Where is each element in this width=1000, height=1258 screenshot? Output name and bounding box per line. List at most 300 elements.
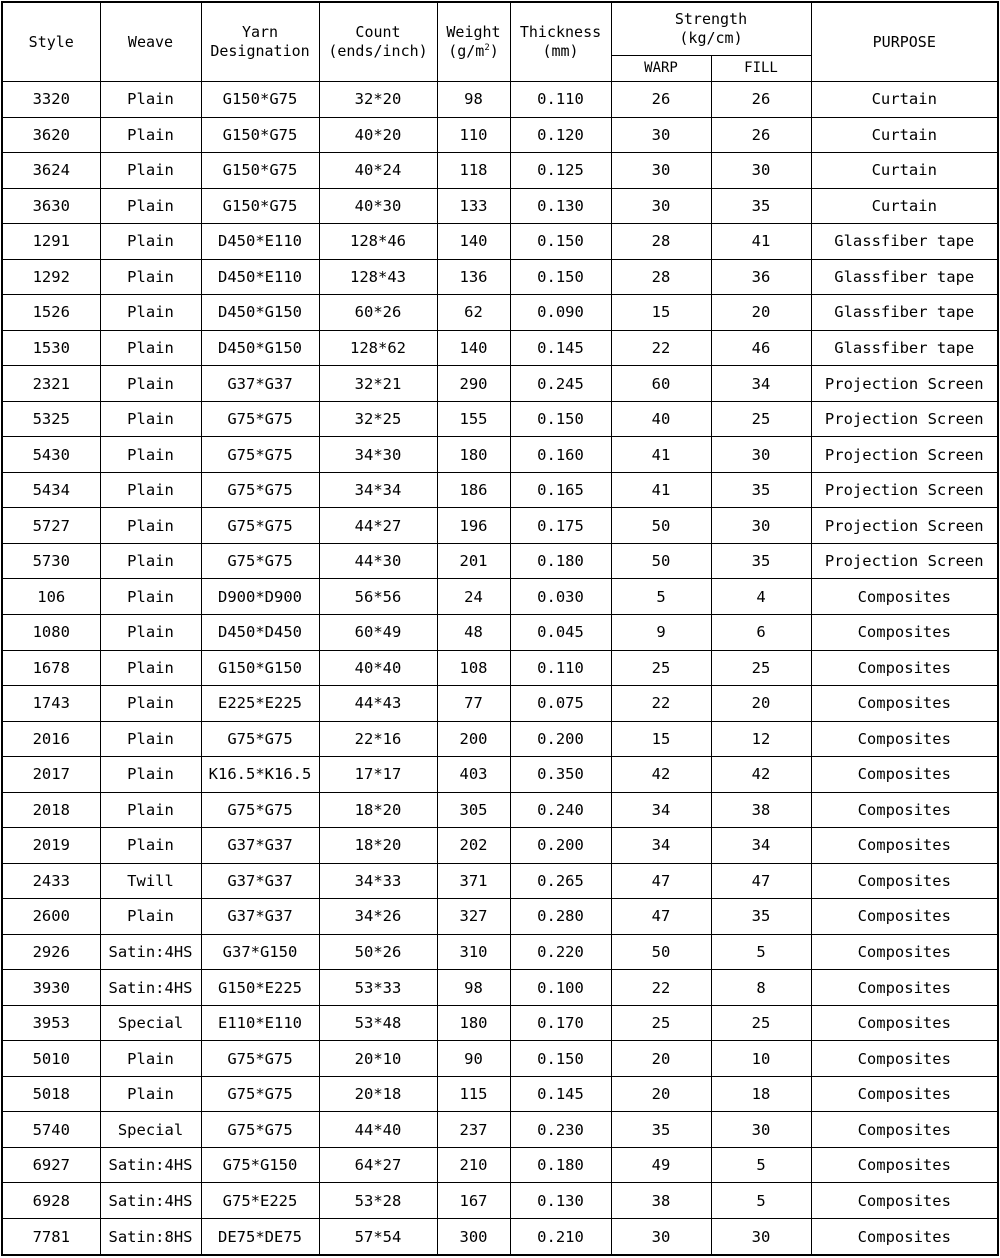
cell-weight: 140 bbox=[437, 224, 510, 260]
cell-fill: 25 bbox=[711, 1005, 811, 1041]
header-weight-unit-sup: 2 bbox=[484, 43, 490, 53]
cell-weight: 180 bbox=[437, 437, 510, 473]
cell-fill: 5 bbox=[711, 1183, 811, 1219]
table-row bbox=[2, 970, 998, 1006]
cell-thickness: 0.165 bbox=[510, 472, 611, 508]
cell-thickness: 0.180 bbox=[510, 543, 611, 579]
header-yarn-designation bbox=[201, 2, 319, 82]
cell-yarn: G75*G75 bbox=[201, 401, 319, 437]
cell-yarn: G37*G37 bbox=[201, 899, 319, 935]
cell-count: 18*20 bbox=[319, 828, 437, 864]
table-row bbox=[2, 1041, 998, 1077]
cell-style: 5740 bbox=[2, 1112, 100, 1148]
cell-thickness: 0.030 bbox=[510, 579, 611, 615]
cell-weave: Plain bbox=[100, 259, 201, 295]
cell-style: 3630 bbox=[2, 188, 100, 224]
cell-fill: 30 bbox=[711, 508, 811, 544]
cell-thickness: 0.160 bbox=[510, 437, 611, 473]
cell-thickness: 0.200 bbox=[510, 828, 611, 864]
cell-yarn: G75*G75 bbox=[201, 543, 319, 579]
cell-warp: 38 bbox=[611, 1183, 711, 1219]
cell-thickness: 0.200 bbox=[510, 721, 611, 757]
cell-purpose: Glassfiber tape bbox=[811, 330, 998, 366]
cell-weave: Plain bbox=[100, 401, 201, 437]
cell-warp: 30 bbox=[611, 117, 711, 153]
header-yarn-line2: Designation bbox=[210, 42, 310, 60]
cell-warp: 5 bbox=[611, 579, 711, 615]
cell-weave: Satin:4HS bbox=[100, 970, 201, 1006]
table-row bbox=[2, 792, 998, 828]
cell-weave: Plain bbox=[100, 828, 201, 864]
cell-count: 32*25 bbox=[319, 401, 437, 437]
cell-count: 40*20 bbox=[319, 117, 437, 153]
cell-count: 64*27 bbox=[319, 1147, 437, 1183]
table-row bbox=[2, 295, 998, 331]
cell-count: 128*46 bbox=[319, 224, 437, 260]
table-row bbox=[2, 1219, 998, 1256]
cell-warp: 34 bbox=[611, 792, 711, 828]
cell-weight: 200 bbox=[437, 721, 510, 757]
cell-purpose: Curtain bbox=[811, 153, 998, 189]
cell-style: 6927 bbox=[2, 1147, 100, 1183]
cell-fill: 46 bbox=[711, 330, 811, 366]
cell-fill: 25 bbox=[711, 650, 811, 686]
cell-fill: 8 bbox=[711, 970, 811, 1006]
cell-style: 1526 bbox=[2, 295, 100, 331]
header-weave: Weave bbox=[100, 2, 201, 82]
cell-fill: 35 bbox=[711, 543, 811, 579]
cell-fill: 12 bbox=[711, 721, 811, 757]
cell-yarn: G75*G75 bbox=[201, 472, 319, 508]
cell-thickness: 0.170 bbox=[510, 1005, 611, 1041]
cell-warp: 25 bbox=[611, 1005, 711, 1041]
cell-yarn: G150*G75 bbox=[201, 117, 319, 153]
table-row bbox=[2, 1183, 998, 1219]
cell-weight: 327 bbox=[437, 899, 510, 935]
cell-yarn: G150*G75 bbox=[201, 188, 319, 224]
table-row bbox=[2, 543, 998, 579]
cell-weave: Plain bbox=[100, 650, 201, 686]
cell-fill: 30 bbox=[711, 437, 811, 473]
cell-purpose: Composites bbox=[811, 863, 998, 899]
cell-warp: 15 bbox=[611, 721, 711, 757]
cell-thickness: 0.120 bbox=[510, 117, 611, 153]
cell-style: 1678 bbox=[2, 650, 100, 686]
cell-thickness: 0.125 bbox=[510, 153, 611, 189]
cell-yarn: G37*G37 bbox=[201, 828, 319, 864]
table-row bbox=[2, 330, 998, 366]
cell-yarn: G150*G75 bbox=[201, 153, 319, 189]
cell-warp: 50 bbox=[611, 934, 711, 970]
cell-weight: 136 bbox=[437, 259, 510, 295]
cell-weight: 300 bbox=[437, 1219, 510, 1256]
cell-count: 57*54 bbox=[319, 1219, 437, 1256]
cell-fill: 18 bbox=[711, 1076, 811, 1112]
cell-purpose: Composites bbox=[811, 1219, 998, 1256]
table-row bbox=[2, 650, 998, 686]
header-strength-line1: Strength bbox=[674, 10, 748, 28]
cell-fill: 34 bbox=[711, 366, 811, 402]
cell-style: 1291 bbox=[2, 224, 100, 260]
cell-count: 18*20 bbox=[319, 792, 437, 828]
cell-yarn: G75*E225 bbox=[201, 1183, 319, 1219]
table-header bbox=[2, 2, 998, 82]
cell-purpose: Projection Screen bbox=[811, 543, 998, 579]
cell-thickness: 0.180 bbox=[510, 1147, 611, 1183]
cell-count: 44*40 bbox=[319, 1112, 437, 1148]
cell-yarn: G75*G75 bbox=[201, 1112, 319, 1148]
cell-fill: 26 bbox=[711, 117, 811, 153]
cell-warp: 47 bbox=[611, 863, 711, 899]
header-count-line1: Count bbox=[355, 23, 401, 41]
cell-weight: 167 bbox=[437, 1183, 510, 1219]
cell-weave: Plain bbox=[100, 188, 201, 224]
cell-purpose: Composites bbox=[811, 721, 998, 757]
cell-warp: 30 bbox=[611, 153, 711, 189]
cell-purpose: Composites bbox=[811, 970, 998, 1006]
cell-yarn: G150*E225 bbox=[201, 970, 319, 1006]
header-weight-unit-suffix: ) bbox=[489, 42, 499, 60]
cell-fill: 20 bbox=[711, 686, 811, 722]
cell-weave: Plain bbox=[100, 1041, 201, 1077]
cell-fill: 5 bbox=[711, 934, 811, 970]
cell-yarn: G150*G150 bbox=[201, 650, 319, 686]
table-row bbox=[2, 82, 998, 118]
cell-weave: Plain bbox=[100, 899, 201, 935]
table-row bbox=[2, 188, 998, 224]
cell-yarn: D450*D450 bbox=[201, 614, 319, 650]
cell-count: 40*40 bbox=[319, 650, 437, 686]
cell-thickness: 0.145 bbox=[510, 1076, 611, 1112]
cell-fill: 4 bbox=[711, 579, 811, 615]
header-thickness bbox=[510, 2, 611, 82]
cell-weight: 90 bbox=[437, 1041, 510, 1077]
header-weight-unit-prefix: (g/m bbox=[448, 42, 485, 60]
cell-warp: 22 bbox=[611, 686, 711, 722]
header-weight bbox=[437, 2, 510, 82]
cell-thickness: 0.150 bbox=[510, 224, 611, 260]
cell-fill: 42 bbox=[711, 757, 811, 793]
cell-weight: 186 bbox=[437, 472, 510, 508]
table-row bbox=[2, 686, 998, 722]
cell-weave: Plain bbox=[100, 330, 201, 366]
cell-weight: 210 bbox=[437, 1147, 510, 1183]
cell-yarn: G75*G75 bbox=[201, 1041, 319, 1077]
table-row bbox=[2, 1112, 998, 1148]
cell-thickness: 0.130 bbox=[510, 1183, 611, 1219]
cell-weave: Plain bbox=[100, 472, 201, 508]
cell-yarn: K16.5*K16.5 bbox=[201, 757, 319, 793]
cell-thickness: 0.110 bbox=[510, 650, 611, 686]
cell-fill: 41 bbox=[711, 224, 811, 260]
fabric-spec-table bbox=[1, 1, 999, 1256]
cell-thickness: 0.230 bbox=[510, 1112, 611, 1148]
cell-style: 3320 bbox=[2, 82, 100, 118]
cell-style: 1292 bbox=[2, 259, 100, 295]
cell-style: 3620 bbox=[2, 117, 100, 153]
cell-weave: Plain bbox=[100, 579, 201, 615]
cell-yarn: D450*E110 bbox=[201, 259, 319, 295]
cell-weight: 237 bbox=[437, 1112, 510, 1148]
cell-purpose: Composites bbox=[811, 1147, 998, 1183]
cell-style: 5018 bbox=[2, 1076, 100, 1112]
cell-thickness: 0.245 bbox=[510, 366, 611, 402]
cell-fill: 5 bbox=[711, 1147, 811, 1183]
cell-style: 5430 bbox=[2, 437, 100, 473]
cell-warp: 42 bbox=[611, 757, 711, 793]
cell-count: 20*18 bbox=[319, 1076, 437, 1112]
cell-weight: 305 bbox=[437, 792, 510, 828]
cell-fill: 10 bbox=[711, 1041, 811, 1077]
cell-fill: 26 bbox=[711, 82, 811, 118]
cell-style: 6928 bbox=[2, 1183, 100, 1219]
cell-purpose: Composites bbox=[811, 579, 998, 615]
cell-warp: 22 bbox=[611, 970, 711, 1006]
cell-yarn: G75*G75 bbox=[201, 1076, 319, 1112]
cell-weave: Plain bbox=[100, 224, 201, 260]
table-row bbox=[2, 899, 998, 935]
cell-fill: 20 bbox=[711, 295, 811, 331]
cell-thickness: 0.265 bbox=[510, 863, 611, 899]
cell-weave: Plain bbox=[100, 614, 201, 650]
cell-weight: 62 bbox=[437, 295, 510, 331]
table-row bbox=[2, 224, 998, 260]
cell-count: 53*33 bbox=[319, 970, 437, 1006]
cell-purpose: Curtain bbox=[811, 117, 998, 153]
cell-purpose: Curtain bbox=[811, 82, 998, 118]
cell-weave: Plain bbox=[100, 721, 201, 757]
cell-purpose: Composites bbox=[811, 934, 998, 970]
cell-weight: 180 bbox=[437, 1005, 510, 1041]
cell-weave: Special bbox=[100, 1112, 201, 1148]
cell-weave: Satin:4HS bbox=[100, 1183, 201, 1219]
cell-purpose: Composites bbox=[811, 757, 998, 793]
header-count bbox=[319, 2, 437, 82]
cell-weight: 140 bbox=[437, 330, 510, 366]
cell-style: 7781 bbox=[2, 1219, 100, 1256]
cell-warp: 50 bbox=[611, 508, 711, 544]
cell-fill: 30 bbox=[711, 1112, 811, 1148]
cell-count: 53*28 bbox=[319, 1183, 437, 1219]
cell-purpose: Composites bbox=[811, 792, 998, 828]
cell-yarn: G37*G37 bbox=[201, 863, 319, 899]
cell-warp: 41 bbox=[611, 437, 711, 473]
cell-fill: 38 bbox=[711, 792, 811, 828]
cell-thickness: 0.350 bbox=[510, 757, 611, 793]
cell-yarn: G75*G75 bbox=[201, 721, 319, 757]
cell-style: 3624 bbox=[2, 153, 100, 189]
cell-weave: Satin:8HS bbox=[100, 1219, 201, 1256]
cell-yarn: E110*E110 bbox=[201, 1005, 319, 1041]
cell-warp: 50 bbox=[611, 543, 711, 579]
cell-purpose: Composites bbox=[811, 614, 998, 650]
cell-purpose: Composites bbox=[811, 1112, 998, 1148]
cell-purpose: Composites bbox=[811, 686, 998, 722]
cell-style: 106 bbox=[2, 579, 100, 615]
cell-purpose: Composites bbox=[811, 1076, 998, 1112]
cell-warp: 30 bbox=[611, 1219, 711, 1256]
header-thickness-line1: Thickness bbox=[519, 23, 602, 41]
cell-warp: 35 bbox=[611, 1112, 711, 1148]
table-row bbox=[2, 579, 998, 615]
cell-weight: 98 bbox=[437, 970, 510, 1006]
cell-count: 50*26 bbox=[319, 934, 437, 970]
cell-weave: Special bbox=[100, 1005, 201, 1041]
cell-fill: 35 bbox=[711, 899, 811, 935]
cell-thickness: 0.110 bbox=[510, 82, 611, 118]
table-row bbox=[2, 828, 998, 864]
cell-style: 5010 bbox=[2, 1041, 100, 1077]
cell-purpose: Composites bbox=[811, 1183, 998, 1219]
cell-style: 5730 bbox=[2, 543, 100, 579]
header-weight-line1: Weight bbox=[446, 23, 501, 41]
cell-yarn: DE75*DE75 bbox=[201, 1219, 319, 1256]
table-row bbox=[2, 934, 998, 970]
cell-thickness: 0.150 bbox=[510, 401, 611, 437]
cell-purpose: Composites bbox=[811, 828, 998, 864]
cell-yarn: E225*E225 bbox=[201, 686, 319, 722]
cell-weave: Plain bbox=[100, 295, 201, 331]
cell-count: 22*16 bbox=[319, 721, 437, 757]
cell-weight: 133 bbox=[437, 188, 510, 224]
cell-yarn: D450*G150 bbox=[201, 295, 319, 331]
cell-fill: 6 bbox=[711, 614, 811, 650]
cell-fill: 35 bbox=[711, 472, 811, 508]
cell-yarn: G37*G150 bbox=[201, 934, 319, 970]
cell-count: 53*48 bbox=[319, 1005, 437, 1041]
cell-warp: 30 bbox=[611, 188, 711, 224]
cell-yarn: G75*G75 bbox=[201, 437, 319, 473]
cell-count: 34*30 bbox=[319, 437, 437, 473]
cell-weave: Plain bbox=[100, 792, 201, 828]
cell-style: 3930 bbox=[2, 970, 100, 1006]
cell-weave: Plain bbox=[100, 366, 201, 402]
cell-purpose: Curtain bbox=[811, 188, 998, 224]
cell-count: 44*27 bbox=[319, 508, 437, 544]
cell-warp: 28 bbox=[611, 224, 711, 260]
cell-thickness: 0.150 bbox=[510, 259, 611, 295]
cell-style: 2016 bbox=[2, 721, 100, 757]
cell-fill: 36 bbox=[711, 259, 811, 295]
cell-style: 2600 bbox=[2, 899, 100, 935]
cell-warp: 41 bbox=[611, 472, 711, 508]
cell-weave: Plain bbox=[100, 437, 201, 473]
cell-purpose: Projection Screen bbox=[811, 472, 998, 508]
cell-count: 128*62 bbox=[319, 330, 437, 366]
cell-weight: 403 bbox=[437, 757, 510, 793]
cell-thickness: 0.175 bbox=[510, 508, 611, 544]
cell-fill: 30 bbox=[711, 1219, 811, 1256]
cell-warp: 9 bbox=[611, 614, 711, 650]
cell-purpose: Composites bbox=[811, 899, 998, 935]
cell-warp: 20 bbox=[611, 1076, 711, 1112]
cell-fill: 30 bbox=[711, 153, 811, 189]
table-row bbox=[2, 472, 998, 508]
cell-weight: 202 bbox=[437, 828, 510, 864]
cell-purpose: Glassfiber tape bbox=[811, 224, 998, 260]
table-row bbox=[2, 1147, 998, 1183]
cell-warp: 49 bbox=[611, 1147, 711, 1183]
cell-warp: 40 bbox=[611, 401, 711, 437]
cell-weave: Satin:4HS bbox=[100, 934, 201, 970]
table-body bbox=[2, 82, 998, 1256]
cell-weight: 24 bbox=[437, 579, 510, 615]
cell-warp: 25 bbox=[611, 650, 711, 686]
cell-weight: 77 bbox=[437, 686, 510, 722]
cell-weight: 98 bbox=[437, 82, 510, 118]
cell-weight: 155 bbox=[437, 401, 510, 437]
cell-style: 5434 bbox=[2, 472, 100, 508]
cell-warp: 15 bbox=[611, 295, 711, 331]
cell-fill: 34 bbox=[711, 828, 811, 864]
cell-purpose: Projection Screen bbox=[811, 366, 998, 402]
cell-purpose: Glassfiber tape bbox=[811, 259, 998, 295]
cell-thickness: 0.075 bbox=[510, 686, 611, 722]
header-warp: WARP bbox=[611, 56, 711, 82]
table-row bbox=[2, 401, 998, 437]
cell-yarn: G75*G75 bbox=[201, 508, 319, 544]
cell-thickness: 0.210 bbox=[510, 1219, 611, 1256]
cell-thickness: 0.045 bbox=[510, 614, 611, 650]
header-fill: FILL bbox=[711, 56, 811, 82]
cell-style: 2019 bbox=[2, 828, 100, 864]
cell-fill: 47 bbox=[711, 863, 811, 899]
cell-weight: 196 bbox=[437, 508, 510, 544]
cell-warp: 28 bbox=[611, 259, 711, 295]
cell-purpose: Projection Screen bbox=[811, 437, 998, 473]
cell-yarn: G150*G75 bbox=[201, 82, 319, 118]
cell-count: 40*24 bbox=[319, 153, 437, 189]
table-row bbox=[2, 1005, 998, 1041]
header-thickness-line2: (mm) bbox=[542, 42, 579, 60]
table-row bbox=[2, 117, 998, 153]
cell-weave: Twill bbox=[100, 863, 201, 899]
cell-fill: 35 bbox=[711, 188, 811, 224]
cell-style: 2926 bbox=[2, 934, 100, 970]
cell-count: 17*17 bbox=[319, 757, 437, 793]
header-strength-line2: (kg/cm) bbox=[679, 29, 743, 47]
cell-weight: 371 bbox=[437, 863, 510, 899]
cell-thickness: 0.130 bbox=[510, 188, 611, 224]
table-row bbox=[2, 437, 998, 473]
cell-weight: 48 bbox=[437, 614, 510, 650]
table-row bbox=[2, 508, 998, 544]
cell-purpose: Projection Screen bbox=[811, 508, 998, 544]
cell-warp: 34 bbox=[611, 828, 711, 864]
cell-thickness: 0.150 bbox=[510, 1041, 611, 1077]
cell-thickness: 0.240 bbox=[510, 792, 611, 828]
cell-style: 2321 bbox=[2, 366, 100, 402]
cell-thickness: 0.220 bbox=[510, 934, 611, 970]
table-row bbox=[2, 153, 998, 189]
cell-warp: 47 bbox=[611, 899, 711, 935]
header-purpose: PURPOSE bbox=[811, 2, 998, 82]
cell-weight: 110 bbox=[437, 117, 510, 153]
cell-count: 44*43 bbox=[319, 686, 437, 722]
cell-yarn: D900*D900 bbox=[201, 579, 319, 615]
cell-yarn: G75*G75 bbox=[201, 792, 319, 828]
table-row bbox=[2, 366, 998, 402]
cell-style: 1743 bbox=[2, 686, 100, 722]
cell-yarn: G37*G37 bbox=[201, 366, 319, 402]
cell-weave: Plain bbox=[100, 686, 201, 722]
cell-weight: 201 bbox=[437, 543, 510, 579]
cell-purpose: Composites bbox=[811, 1041, 998, 1077]
cell-count: 60*26 bbox=[319, 295, 437, 331]
cell-weave: Plain bbox=[100, 117, 201, 153]
header-count-line2: (ends/inch) bbox=[328, 42, 428, 60]
cell-warp: 60 bbox=[611, 366, 711, 402]
